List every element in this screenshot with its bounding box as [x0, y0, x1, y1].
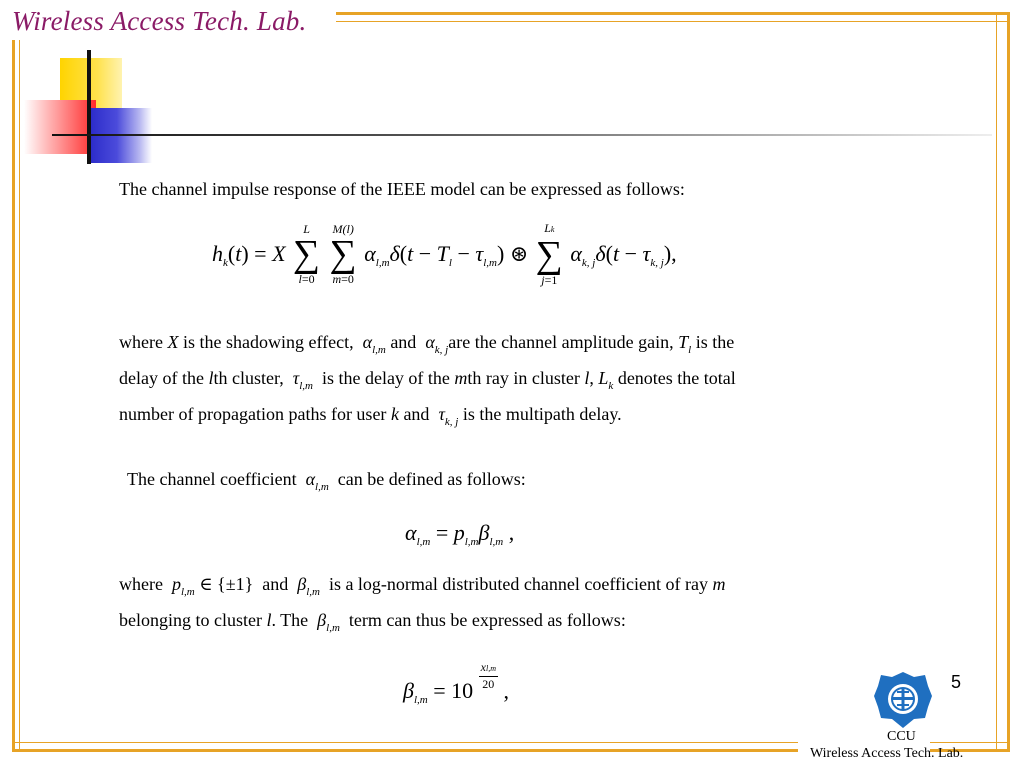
decor-horizontal-line — [52, 134, 992, 136]
decor-vertical-line — [87, 50, 91, 164]
where-paragraph-2: where $p_{l,m}$ ∈ {±1} and $\beta_{l,m}$ is a log-normal distributed channel coefficient of ray m belonging to cluster l. The $\beta_{l,m}$ term can thus be expressed as follows: — [119, 574, 726, 634]
page-number: 5 — [951, 672, 962, 692]
ccu-emblem-icon — [873, 671, 933, 729]
frame-bottom-border — [12, 742, 798, 752]
header-title: Wireless Access Tech. Lab. — [12, 6, 307, 36]
summation-m: M(l) ∑ m=0 — [329, 222, 357, 286]
where-paragraph-1: where X is the shadowing effect, $\alpha_{l,m}$ and $\alpha_{k, j}are$ the channel amplitude gain, $T_l$ is the delay of the lth cluster, $\tau_{l,m}$ is the delay of the mth ray in cluster l, $L_k$ denotes the total number of propagation paths for user k and $\tau_{k, j}$ is the multipath delay. — [119, 332, 736, 428]
frame-top-border — [336, 12, 1010, 22]
equation-impulse-response: $h_k(t) = X$ L ∑ l=0 M(l) ∑ m=0 $\alpha_{l,m}\delta(t - T_l - \tau_{l,m})$ ⊛ Lk ∑ j=1 $\alpha_{k, j}\delta(t - \tau_{k, j})$, — [212, 221, 677, 287]
coefficient-intro: The channel coefficient $\alpha_{l,m}$ can be defined as follows: — [127, 469, 526, 493]
summation-l: L ∑ l=0 — [293, 222, 321, 286]
frame-left-border — [12, 40, 20, 752]
equation-beta: $\beta_{l,m} = 10$ $\frac{xl,m}{20}$ , — [403, 660, 509, 707]
intro-text: The channel impulse response of the IEEE model can be expressed as follows: — [119, 179, 685, 199]
exponent-fraction: $\frac{xl,m}{20}$ — [480, 660, 496, 691]
summation-j: Lk ∑ j=1 — [535, 221, 563, 287]
decor-red-block — [24, 100, 96, 154]
footer-lab-name: Wireless Access Tech. Lab. — [810, 746, 964, 761]
equation-channel-coefficient: $\alpha_{l,m} = p_{l,m}\beta_{l,m}$ , — [405, 520, 515, 548]
frame-right-border — [996, 12, 1010, 752]
ccu-label: CCU — [887, 729, 916, 744]
